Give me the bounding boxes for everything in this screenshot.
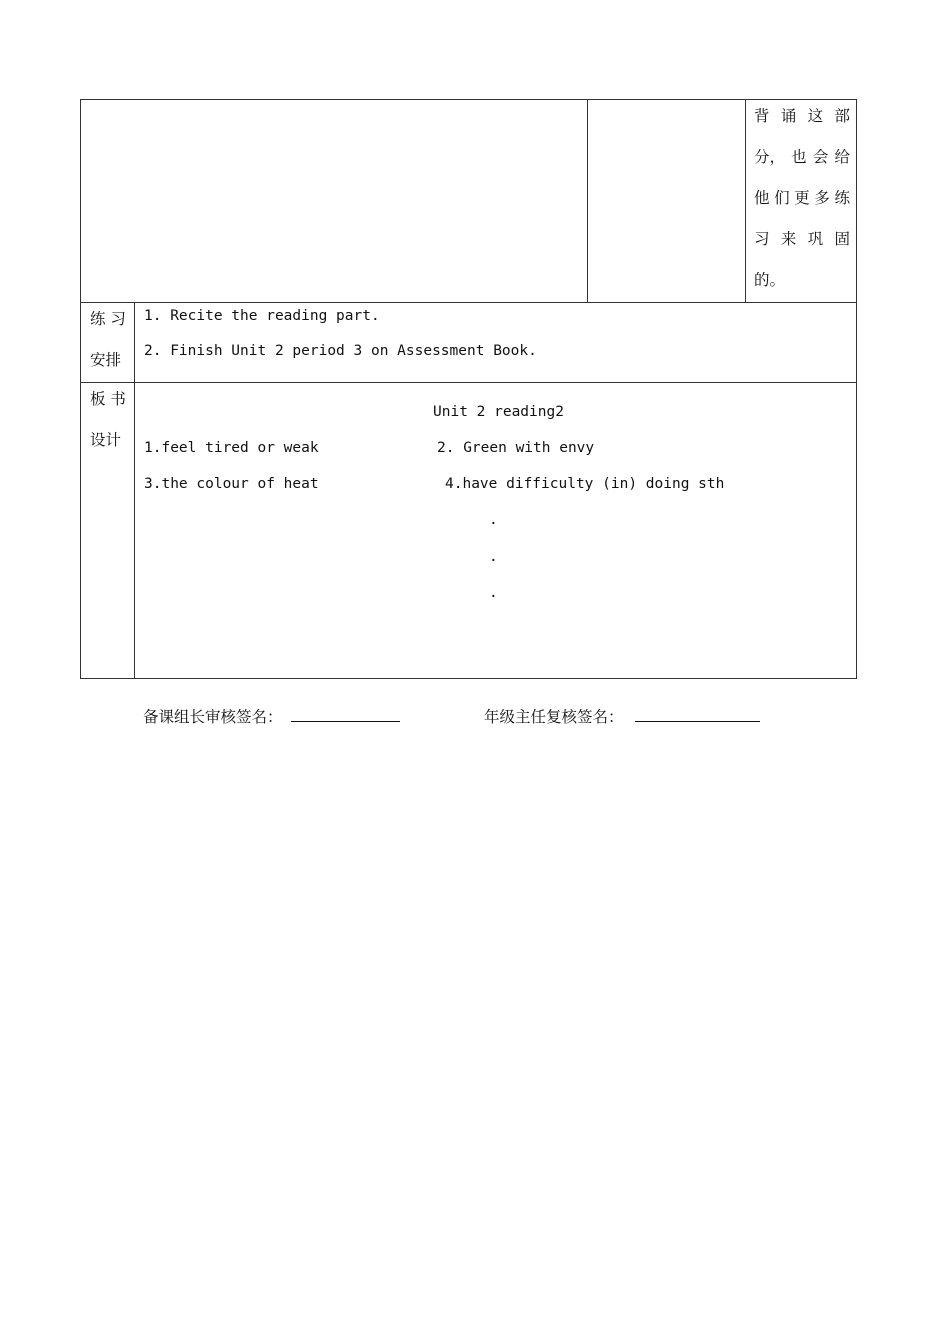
- note-char: 背: [754, 107, 770, 125]
- practice-label-line2: 安排: [90, 351, 122, 369]
- note-char: 多: [814, 189, 830, 207]
- note-char: 们: [774, 189, 790, 207]
- column-divider-top-2: [745, 99, 746, 302]
- note-char: 来: [780, 230, 797, 248]
- note-line-5: [754, 268, 850, 290]
- practice-item-2: 2. Finish Unit 2 period 3 on Assessment Book.: [144, 343, 537, 359]
- board-item-2: 2. Green with envy: [437, 440, 595, 456]
- board-item-1: 1.feel tired or weak: [144, 440, 319, 456]
- label-column-divider: [134, 302, 135, 679]
- note-line-1: [754, 104, 850, 126]
- board-label-line1: 板 书: [90, 390, 126, 408]
- row-divider-1: [80, 302, 857, 303]
- practice-item-1: 1. Recite the reading part.: [144, 308, 380, 324]
- board-item-3: 3.the colour of heat: [144, 476, 319, 492]
- note-char: 部: [834, 107, 850, 125]
- note-char: 的。: [754, 271, 786, 289]
- practice-label-line1: 练 习: [90, 310, 126, 328]
- lesson-plan-table: [80, 99, 857, 679]
- note-char: 这: [807, 107, 824, 125]
- note-char: 给: [834, 148, 850, 166]
- note-char: 会: [812, 148, 829, 166]
- note-char: 巩: [807, 230, 824, 248]
- note-char: 也: [791, 148, 807, 166]
- note-char: 练: [834, 189, 850, 207]
- note-char: 更: [794, 189, 810, 207]
- board-dot-1: .: [489, 512, 498, 528]
- row-divider-2: [80, 382, 857, 383]
- leader-signature-line[interactable]: [291, 721, 400, 722]
- note-char: 他: [754, 189, 770, 207]
- column-divider-top-1: [587, 99, 588, 302]
- leader-signature-label: 备课组长审核签名：: [143, 708, 283, 726]
- board-label-line2: 设计: [90, 431, 122, 449]
- note-char: 诵: [780, 107, 797, 125]
- note-char: 分，: [754, 148, 786, 166]
- board-dot-2: .: [489, 549, 498, 565]
- board-item-4: 4.have difficulty (in) doing sth: [445, 476, 725, 492]
- note-char: 固: [834, 230, 850, 248]
- note-line-2: [754, 145, 850, 167]
- board-title: Unit 2 reading2: [433, 404, 564, 420]
- note-line-3: [754, 186, 850, 208]
- director-signature-line[interactable]: [635, 721, 760, 722]
- note-char: 习: [754, 230, 770, 248]
- note-line-4: [754, 227, 850, 249]
- board-dot-3: .: [489, 585, 498, 601]
- director-signature-label: 年级主任复核签名：: [484, 708, 624, 726]
